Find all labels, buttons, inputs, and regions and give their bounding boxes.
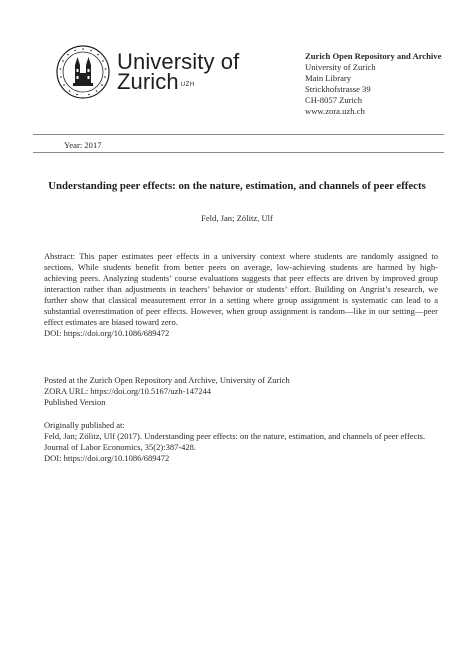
year-label: Year: 2017 (64, 140, 102, 150)
zora-url-link[interactable]: ZORA URL: https://doi.org/10.5167/uzh-147244 (44, 386, 212, 396)
logo-zurich: Zurich (117, 69, 179, 94)
repository-name: Zurich Open Repository and Archive (305, 51, 442, 61)
original-heading: Originally published at: (44, 420, 125, 430)
original-doi-link[interactable]: DOI: https://doi.org/10.1086/689472 (44, 453, 170, 463)
logo-line-2 (117, 69, 239, 94)
university-seal-icon (56, 45, 110, 99)
paper-abstract: Abstract: This paper estimates peer effects in a university context where students are randomly assigned to sections. While students benefit from better peers on average, low-achieving students are harmed by high-achieving peers. Analyzing students’ course evaluations suggests that peer effects are driven by improved group interaction rather than adjustments in teachers’ behavior or students’ effort. Building on Angrist’s research, we further show that classical measurement error in a setting where group assignment is systematic can lead to a substantial overestimation of peer effects. However, when group assignment is random—like in our setting—peer effect estimates are biased toward zero. (44, 251, 438, 327)
repository-address (305, 51, 445, 117)
original-publication (44, 420, 438, 464)
repository-line: www.zora.uzh.ch (305, 106, 365, 116)
repository-line: University of Zurich (305, 62, 376, 72)
repository-line: CH-8057 Zurich (305, 95, 363, 105)
posted-info (44, 375, 438, 408)
logo-superscript: UZH (180, 82, 195, 88)
repository-line: Main Library (305, 73, 352, 83)
university-logo-wordmark (117, 49, 240, 94)
repository-line: Strickhofstrasse 39 (305, 84, 371, 94)
paper-title: Understanding peer effects: on the nature, estimation, and channels of peer effects (48, 180, 426, 192)
original-citation: Feld, Jan; Zölitz, Ulf (2017). Understanding peer effects: on the nature, estimation, and channels of peer effects. Journal of Labor Economics, 35(2):387-428. (44, 431, 426, 452)
bottom-divider (33, 152, 444, 153)
top-divider (33, 134, 444, 135)
logo-line-1: University of (117, 49, 240, 74)
publication-status: Published Version (44, 397, 106, 407)
paper-doi[interactable]: DOI: https://doi.org/10.1086/689472 (44, 328, 170, 338)
paper-authors: Feld, Jan; Zölitz, Ulf (201, 213, 273, 223)
posted-line: Posted at the Zurich Open Repository and Archive, University of Zurich (44, 375, 290, 385)
